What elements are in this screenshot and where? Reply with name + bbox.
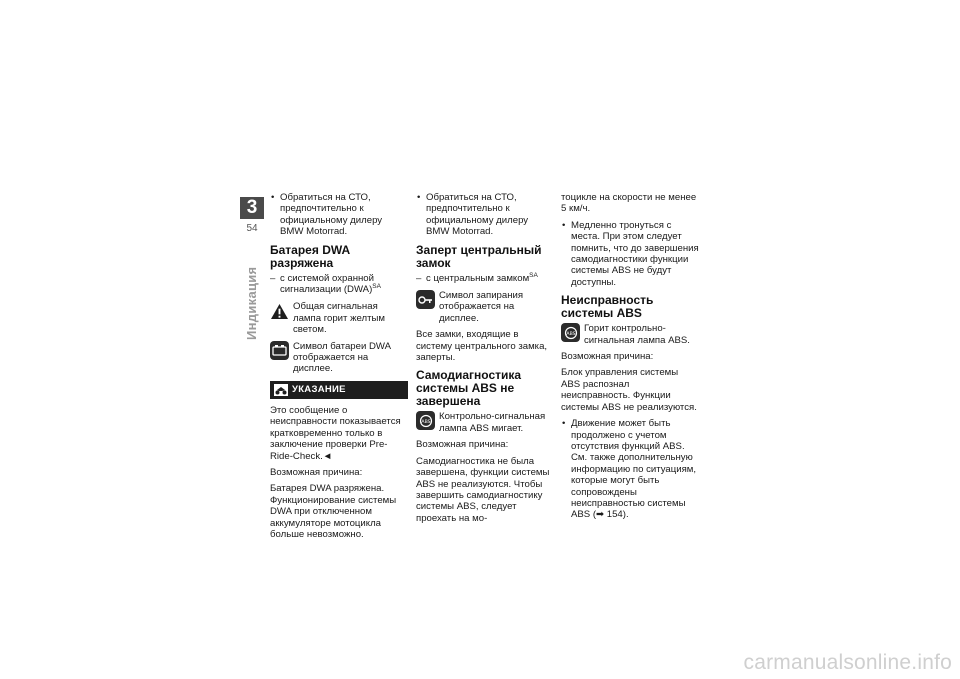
motorcycle-note-icon: [274, 384, 288, 396]
page-number: 54: [246, 223, 258, 234]
sa-superscript: SA: [529, 271, 538, 279]
watermark: carmanualsonline.info: [743, 651, 952, 674]
note-bar: [270, 381, 408, 399]
cause-label: Возможная причина:: [561, 351, 654, 363]
svg-text:ABS: ABS: [565, 331, 576, 337]
bullet-continue-riding: • Движение может быть продолжено с учетом отсутствия функций ABS. См. также дополнительную информацию по ситуациям, которые могут быть сопровождены неисправностью системы ABS (➡ 154).: [561, 418, 699, 521]
lock-row: [416, 290, 554, 324]
heading-abs-selftest: Самодиагностика системы ABS не завершена: [416, 368, 522, 409]
cause-label: Возможная причина:: [416, 439, 509, 451]
abs-text: Контрольно-сигнальная лампа ABS мигает.: [439, 411, 546, 434]
cause-text: Батарея DWA разряжена. Функционирование системы DWA при отключенном аккумуляторе мотоцикла больше невозможно.: [270, 483, 397, 540]
abs-icon: [416, 411, 435, 430]
bullet-start-slowly: • Медленно тронуться с места. При этом следует помнить, что до завершения самодиагностики функции системы ABS не будут доступны.: [561, 220, 699, 288]
chapter-number: 3: [240, 197, 264, 219]
cause-text: Блок управления системы ABS распознал неисправность. Функции системы ABS не реализуются.: [561, 367, 697, 413]
heading-dwa-battery: Батарея DWA разряжена: [270, 242, 350, 270]
continued-text: тоцикле на скорости не менее 5 км/ч.: [561, 192, 697, 215]
dash-text: с системой охранной сигнализации (DWA): [280, 272, 374, 296]
cause-label: Возможная причина:: [270, 466, 363, 478]
bullet-contact-service: • Обратиться на СТО, предпочтительно к официальному дилеру BMW Motorrad.: [270, 192, 408, 238]
column-2: [416, 192, 554, 529]
sa-superscript: SA: [372, 282, 381, 290]
dash-dwa-equipment: [270, 273, 408, 296]
abs-icon: [561, 323, 580, 342]
svg-text:ABS: ABS: [420, 419, 431, 425]
warning-triangle-icon: [270, 303, 289, 320]
warning-row: [270, 301, 408, 335]
warning-text: Общая сигнальная лампа горит желтым светом.: [293, 301, 386, 336]
lock-text: Символ запирания отображается на дисплее.: [439, 290, 524, 324]
cause-text: Самодиагностика не была завершена, функции системы ABS не реализуются. Чтобы завершить самодиагностику системы ABS, следует проехать на мо-: [416, 455, 550, 524]
dash-text: с центральным замком: [426, 272, 530, 284]
battery-text: Символ батареи DWA отображается на дисплее.: [293, 340, 391, 375]
column-1: [270, 192, 408, 545]
abs-row: [561, 323, 699, 346]
note-label: УКАЗАНИЕ: [292, 384, 346, 396]
section-label: Индикация: [244, 266, 259, 340]
bullet-contact-service: • Обратиться на СТО, предпочтительно к официальному дилеру BMW Motorrad.: [416, 192, 554, 238]
lock-paragraph: Все замки, входящие в систему центрального замка, заперты.: [416, 329, 548, 364]
heading-abs-fault: Неисправность системы ABS: [561, 293, 654, 321]
key-lock-icon: [416, 290, 435, 309]
dash-central-lock-equipment: [416, 273, 554, 284]
heading-central-lock: Заперт центральный замок: [416, 242, 542, 270]
battery-row: [270, 341, 408, 375]
column-3: [561, 192, 699, 526]
abs-text: Горит контрольно-сигнальная лампа ABS.: [584, 323, 690, 346]
note-text: Это сообщение о неисправности показывается кратковременно только в заключение проверки Pre-Ride-Check.◄: [270, 404, 401, 462]
abs-row: [416, 411, 554, 434]
dwa-battery-icon: [270, 341, 289, 360]
